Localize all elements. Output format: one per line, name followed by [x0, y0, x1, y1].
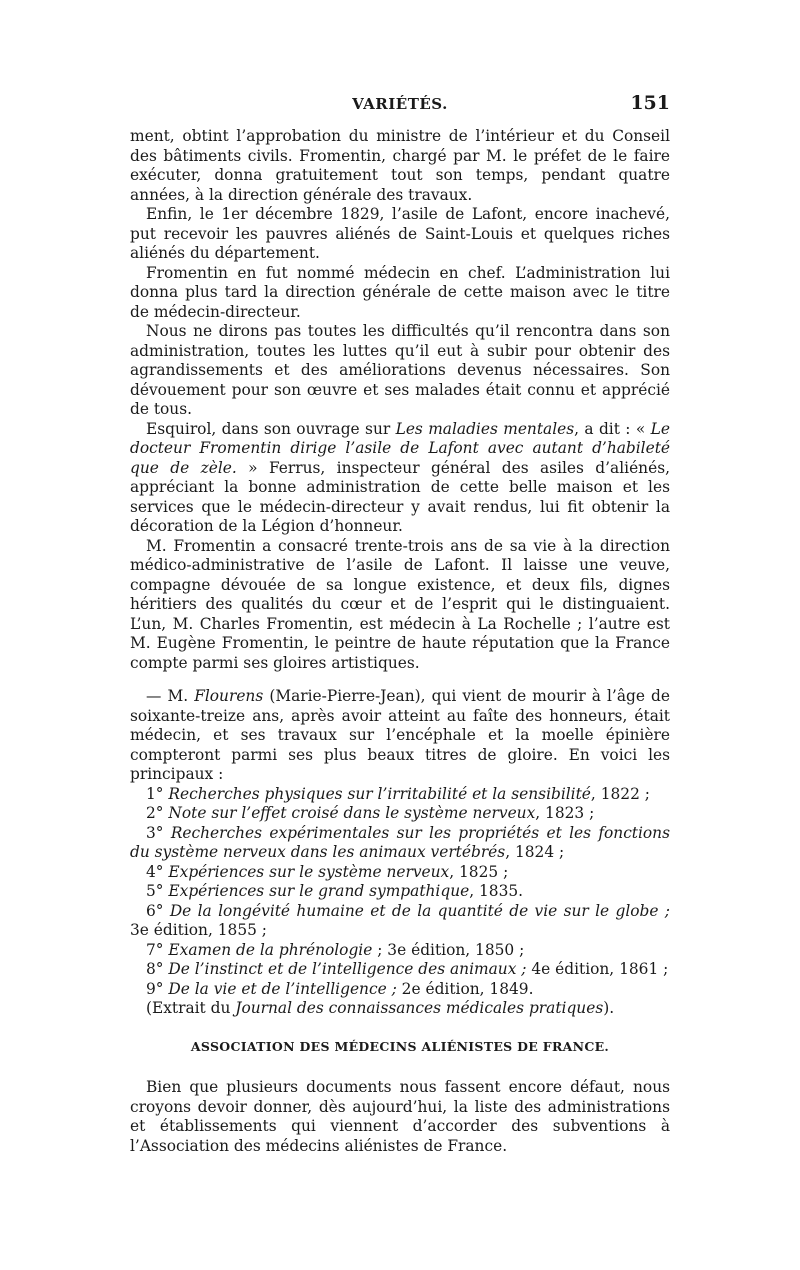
work-title: Expériences sur le grand sympathique [168, 882, 470, 900]
work-item [130, 902, 670, 941]
paragraph-esquirol [130, 420, 670, 537]
running-header [130, 92, 670, 119]
flourens-dash: — M. [146, 687, 195, 705]
work-title: Recherches physiques sur l’irritabilité et la sensibilité [168, 784, 591, 803]
work-item [130, 824, 670, 863]
esquirol-rest: » Ferrus, inspecteur général des asiles d’aliénés, appréciant la bonne administration de cette belle maison et les services que le médecin-directeur y avait rendus, lui fit obtenir la décoration de la Légion d’honneur. [130, 458, 670, 535]
source-close: ). [603, 999, 615, 1017]
work-details: , 1824 ; [505, 843, 565, 861]
work-number: 9° [146, 979, 164, 998]
work-details: , 1823 ; [535, 804, 595, 822]
paragraph-association: Bien que plusieurs documents nous fassent encore défaut, nous croyons devoir donner, dès aujourd’hui, la liste des administrations et établissements qui viennent d’accorder des subventions à l’Association des médecins aliénistes de France. [130, 1078, 670, 1155]
esquirol-lead: Esquirol, dans son ouvrage sur [146, 419, 396, 438]
paragraph-asylum-opening: Enfin, le 1er décembre 1829, l’asile de Lafont, encore inachevé, put recevoir les pauvres aliénés de Saint-Louis et quelques riches aliénés du département. [130, 205, 670, 262]
work-title: De l’instinct et de l’intelligence des animaux ; [168, 960, 527, 978]
work-item [130, 941, 670, 961]
work-details: 4e édition, 1861 ; [526, 960, 669, 978]
paragraph-flourens [130, 687, 670, 785]
paragraph-continuation: ment, obtint l’approbation du ministre de l’intérieur et du Conseil des bâtiments civils. Fromentin, chargé par M. le préfet de le faire exécuter, donna gratuitement tout son temps, pendant quatre années, à la direction générale des travaux. [130, 127, 670, 204]
paragraph-difficulties: Nous ne dirons pas toutes les difficultés qu’il rencontra dans son administration, toutes les luttes qu’il eut à subir pour obtenir des agrandissements et des améliorations devenus nécessaires. Son dévouement pour son œuvre et ses malades était connu et apprécié de tous. [130, 322, 670, 418]
esquirol-book-title: Les maladies mentales [395, 419, 575, 438]
work-title: Recherches expérimentales sur les propriétés et les fonctions du système nerveux dans les animaux vertébrés [130, 823, 670, 861]
running-title: VARIÉTÉS. [352, 95, 448, 113]
page-number: 151 [630, 92, 670, 114]
source-citation [130, 999, 670, 1019]
work-item [130, 980, 670, 1000]
work-title: De la vie et de l’intelligence ; [168, 979, 397, 998]
spacer [130, 673, 670, 687]
work-details: 3e édition, 1855 ; [130, 921, 267, 939]
work-number: 1° [146, 784, 164, 803]
work-item [130, 863, 670, 883]
work-details: , 1835. [469, 882, 524, 900]
work-title: Note sur l’effet croisé dans le système nerveux [168, 804, 536, 822]
work-number: 4° [146, 862, 164, 881]
work-details: , 1825 ; [449, 862, 509, 881]
work-details: , 1822 ; [590, 784, 650, 803]
work-number: 3° [146, 823, 164, 842]
work-number: 8° [146, 960, 164, 978]
flourens-text: (Marie-Pierre-Jean), qui vient de mourir à l’âge de soixante-treize ans, après avoir atteint au faîte des honneurs, était médecin, et ses travaux sur l’encéphale et la moelle épinière compteront parmi ses plus beaux titres de gloire. En voici les principaux : [130, 687, 670, 783]
flourens-name: Flourens [194, 687, 264, 705]
work-number: 2° [146, 804, 164, 822]
work-number: 5° [146, 882, 164, 900]
page-body [130, 127, 670, 1156]
esquirol-quote: Le docteur Fromentin dirige l’asile de Lafont avec autant d’habileté que de zèle. [130, 419, 670, 477]
work-item [130, 960, 670, 980]
work-details: 2e édition, 1849. [396, 979, 534, 998]
work-item [130, 882, 670, 902]
work-title: Examen de la phrénologie [168, 940, 373, 959]
work-number: 7° [146, 940, 164, 959]
source-journal: Journal des connaissances médicales pratiques [235, 999, 604, 1017]
paragraph-appointment: Fromentin en fut nommé médecin en chef. L’administration lui donna plus tard la direction générale de cette maison avec le titre de médecin-directeur. [130, 263, 670, 321]
esquirol-mid: , a dit : « [574, 419, 646, 438]
source-open: (Extrait du [146, 999, 236, 1017]
work-number: 6° [146, 901, 164, 920]
work-details: ; 3e édition, 1850 ; [372, 940, 525, 959]
work-item [130, 804, 670, 824]
work-item [130, 785, 670, 805]
paragraph-family: M. Fromentin a consacré trente-trois ans de sa vie à la direction médico-administrative de l’asile de Lafont. Il laisse une veuve, compagne dévouée de sa longue existence, et deux fils, dignes héritiers des qualités du cœur et de l’esprit qui le distinguaient. L’un, M. Charles Fromentin, est médecin à La Rochelle ; l’autre est M. Eugène Fromentin, le peintre de haute réputation que la France compte parmi ses gloires artistiques. [130, 536, 670, 672]
work-title: De la longévité humaine et de la quantité de vie sur le globe ; [169, 901, 670, 920]
work-title: Expériences sur le système nerveux [168, 862, 450, 881]
section-heading: ASSOCIATION DES MÉDECINS ALIÉNISTES DE FRANCE. [190, 1038, 610, 1054]
